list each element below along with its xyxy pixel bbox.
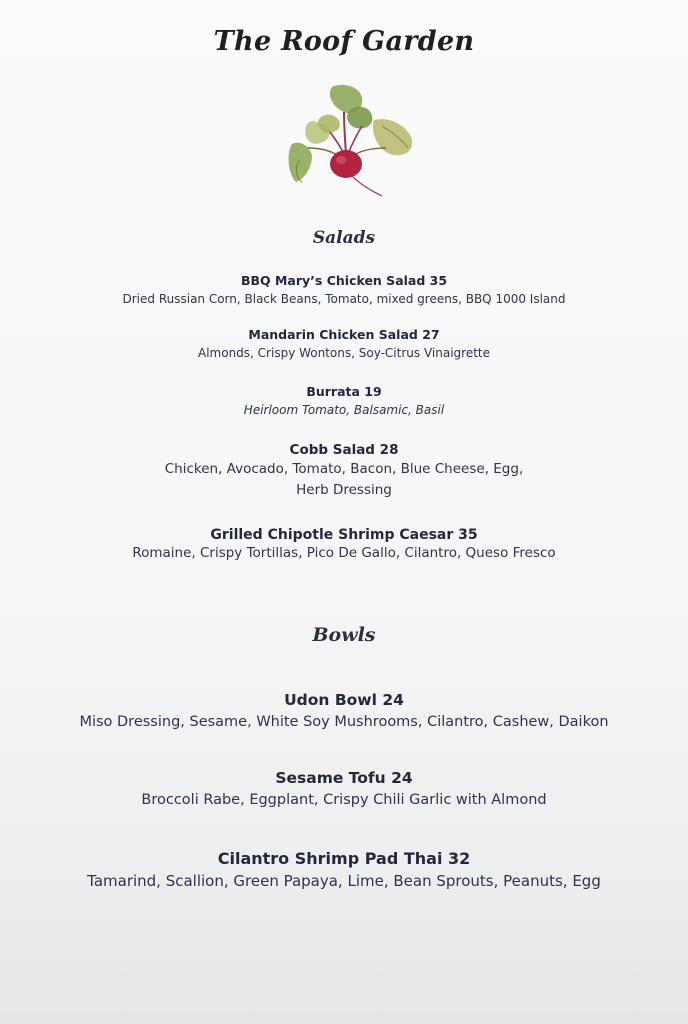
item-description: Broccoli Rabe, Eggplant, Crispy Chili Garlic with Almond [141,792,547,808]
item-name: Burrata 19 [306,384,382,399]
item-description: Miso Dressing, Sesame, White Soy Mushrooms, Cilantro, Cashew, Daikon [79,714,609,730]
menu-item [0,441,688,501]
beet-icon [282,82,418,210]
item-description [0,459,688,501]
item-description-line: Chicken, Avocado, Tomato, Bacon, Blue Cheese, Egg, [164,461,524,477]
menu-item [0,383,688,420]
item-description-line: Herb Dressing [296,482,392,498]
item-name: Grilled Chipotle Shrimp Caesar 35 [210,527,478,543]
section-heading-bowls: Bowls [312,624,376,646]
menu-item [0,326,688,363]
item-description: Heirloom Tomato, Balsamic, Basil [243,403,445,417]
menu-item [0,848,688,892]
menu-title: The Roof Garden [213,26,475,57]
item-name: Udon Bowl 24 [284,691,404,709]
item-description: Tamarind, Scallion, Green Papaya, Lime, Bean Sprouts, Peanuts, Egg [87,872,601,890]
item-name: Cilantro Shrimp Pad Thai 32 [217,849,471,868]
item-name: BBQ Mary’s Chicken Salad 35 [240,273,448,288]
item-name: Cobb Salad 28 [289,442,399,458]
menu-item [0,689,688,733]
menu-item [0,767,688,811]
menu-item [0,526,688,563]
menu-item [0,272,688,309]
item-name: Sesame Tofu 24 [275,769,413,787]
item-description: Dried Russian Corn, Black Beans, Tomato, mixed greens, BBQ 1000 Island [122,292,566,306]
item-description: Romaine, Crispy Tortillas, Pico De Gallo, Cilantro, Queso Fresco [132,545,556,561]
section-heading-salads: Salads [312,228,376,248]
item-name: Mandarin Chicken Salad 27 [248,327,440,342]
item-description: Almonds, Crispy Wontons, Soy-Citrus Vinaigrette [198,346,490,360]
